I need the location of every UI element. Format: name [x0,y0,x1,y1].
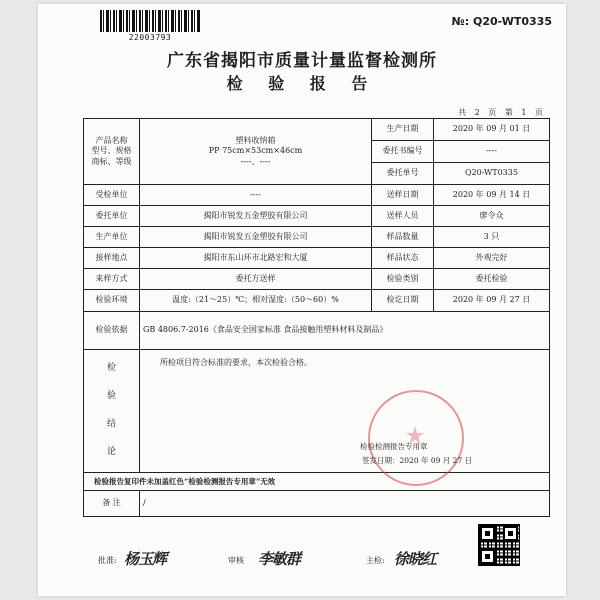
reviewer-signature: 李敏群 [258,550,301,568]
delivery-date-label: 送样日期 [372,185,434,206]
sample-state: 外观完好 [434,248,550,269]
conclusion-cell [140,350,550,473]
conclusion-text: 所检项目符合标准的要求，本次检验合格。 [160,358,312,367]
inspected-unit: ---- [140,185,372,206]
remarks-label: 备 注 [84,491,140,517]
inspected-unit-label: 受检单位 [84,185,140,206]
sampling-method: 委托方送样 [140,269,372,290]
basis: GB 4806.7-2016《食品安全国家标准 食品接触用塑料材料及制品》 [140,312,550,350]
reviewer-label: 审核 [228,556,244,565]
red-seal-stamp [368,390,464,486]
page-info: 共 2 页 第 1 页 [458,108,546,117]
approver-label: 批准: [98,556,117,565]
location-label: 接样地点 [84,248,140,269]
inspection-table [83,118,550,517]
client: 揭阳市锐发五金塑胶有限公司 [140,206,372,227]
entrust-no-label: 委托单号 [372,163,434,185]
tester-signature: 徐晓红 [394,550,437,568]
stamp-note: 检验检测报告专用章 [360,442,428,451]
approver-signature: 杨玉辉 [124,550,167,568]
location: 揭阳市东山环市北路宏和大厦 [140,248,372,269]
tester-label: 主检: [366,556,385,565]
production-date: 2020 年 09 月 01 日 [434,119,550,141]
commission-no-label: 委托书编号 [372,141,434,163]
basis-label: 检验依据 [84,312,140,350]
conclusion-label: 检 验 结 论 [84,350,140,473]
qr-code [478,524,520,566]
product-info: 塑料收纳箱 PP 75cm×53cm×46cm ----、---- [140,119,372,185]
sender: 廖令众 [434,206,550,227]
completion-date-label: 检讫日期 [372,290,434,312]
sender-label: 送样人员 [372,206,434,227]
entrust-no: Q20-WT0335 [434,163,550,185]
producer: 揭阳市锐发五金塑胶有限公司 [140,227,372,248]
sampling-method-label: 来样方式 [84,269,140,290]
report-number: №: Q20-WT0335 [451,15,552,28]
barcode-number: 22003793 [128,33,172,42]
delivery-date: 2020 年 09 月 14 日 [434,185,550,206]
product-label: 产品名称 型号、规格 商标、等级 [84,119,140,185]
institute-title: 广东省揭阳市质量计量监督检测所 [167,51,437,71]
copy-note: 检验报告复印件未加盖红色“检验检测报告专用章”无效 [84,473,550,491]
environment-label: 检验环境 [84,290,140,312]
commission-no: ---- [434,141,550,163]
client-label: 委托单位 [84,206,140,227]
producer-label: 生产单位 [84,227,140,248]
issue-date: 签发日期：2020 年 09 月 27 日 [362,456,473,465]
report-subtitle: 检 验 报 告 [226,74,378,93]
inspection-type-label: 检验类别 [372,269,434,290]
production-date-label: 生产日期 [372,119,434,141]
completion-date: 2020 年 09 月 27 日 [434,290,550,312]
environment: 温度:（21～25）℃；相对湿度:（50～60）% [140,290,372,312]
sample-state-label: 样品状态 [372,248,434,269]
report-page [38,4,566,596]
barcode [100,10,200,42]
barcode-bars [100,10,200,32]
remarks: / [140,491,550,517]
quantity: 3 只 [434,227,550,248]
quantity-label: 样品数量 [372,227,434,248]
inspection-type: 委托检验 [434,269,550,290]
